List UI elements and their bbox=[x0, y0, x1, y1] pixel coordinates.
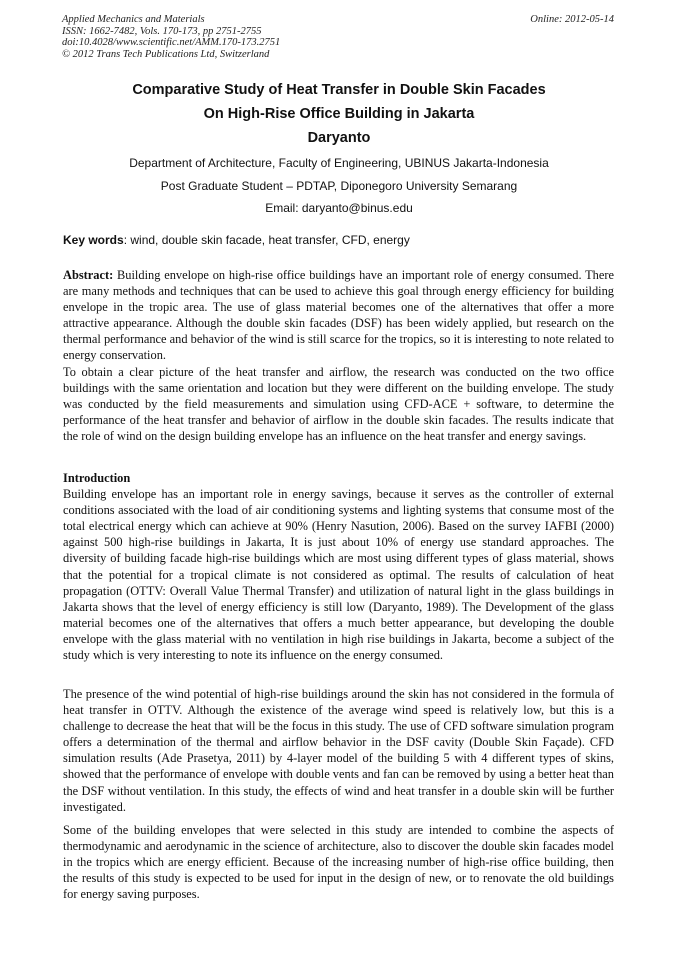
keywords-text: : wind, double skin facade, heat transfer, CFD, energy bbox=[123, 233, 410, 247]
introduction-paragraph-3-block bbox=[63, 822, 614, 902]
keywords-line bbox=[63, 232, 615, 248]
copyright-line: © 2012 Trans Tech Publications Ltd, Switzerland bbox=[62, 48, 270, 60]
abstract-text-1: Building envelope on high-rise office buildings have an important role of energy consumed. There are many methods and techniques that can be used to achieve this goal through energy efficiency for building envelope in the tropic area. The use of glass material becomes one of the alternatives that offer a more attractive appearance. Although the double skin facades (DSF) has been widely applied, but research on the thermal performance and behavior of the wind is still scarce for the tropics, so it is interesting to note related to energy conservation. bbox=[63, 268, 614, 363]
abstract-paragraph-1 bbox=[63, 267, 614, 364]
paper-title-line-1: Comparative Study of Heat Transfer in Double Skin Facades bbox=[132, 82, 546, 98]
keywords-label: Key words bbox=[63, 233, 124, 247]
journal-name: Applied Mechanics and Materials bbox=[62, 14, 205, 25]
affiliation-line-1: Department of Architecture, Faculty of Engineering, UBINUS Jakarta-Indonesia bbox=[129, 156, 549, 170]
introduction-heading bbox=[63, 470, 614, 486]
issn-line: ISSN: 1662-7482, Vols. 170-173, pp 2751-2755 bbox=[62, 25, 262, 37]
introduction-paragraph-2-block bbox=[63, 686, 614, 815]
doi-line: doi:10.4028/www.scientific.net/AMM.170-173.2751 bbox=[62, 37, 281, 48]
introduction-paragraph-1: Building envelope has an important role in energy savings, because it serves as the controller of external conditions associated with the load of air conditioning systems and lighting systems that consume most of the total electrical energy which can achieve at 90% (Henry Nasution, 2006). Based on the survey IAFBI (2000) against 500 high-rise buildings in Jakarta, It is just about 10% of energy use standard approaches. The diversity of building facade high-rise buildings which are most using different types of glass material, shows that the potential for a tropical climate is not considered as optimal. The results of calculation of heat propagation (OTTV: Overall Value Thermal Transfer) and utilization of natural light in the glass buildings in Jakarta shows that the level of energy efficiency is still low (Daryanto, 1989). The Development of the glass material becomes one of the alternatives that offers a much better appearance, but developing the double envelope with the glass material with no ventilation in high rise buildings in Jakarta, become a subject of the study which is very interesting to note its influence on the energy consumed. bbox=[63, 487, 614, 663]
affiliation-line-2: Post Graduate Student – PDTAP, Diponegoro University Semarang bbox=[160, 179, 518, 193]
author-email: Email: daryanto@binus.edu bbox=[265, 201, 413, 215]
abstract-section bbox=[63, 267, 614, 444]
abstract-paragraph-2: To obtain a clear picture of the heat transfer and airflow, the research was conducted on the two office buildings with the same orientation and location but they were different on the building envelope. The study was conducted by the field measurements and simulation using CFD-ACE + software, to determine the performance of the heat transfer and behavior of airflow in the double skin facades. The results indicate that the role of wind on the design building envelope has an influence on the heat transfer and energy savings. bbox=[63, 364, 614, 443]
publication-header bbox=[62, 14, 614, 60]
online-date: Online: 2012-05-14 bbox=[530, 14, 614, 25]
abstract-label: Abstract: bbox=[63, 268, 114, 282]
introduction-heading-text: Introduction bbox=[63, 471, 131, 485]
author-name: Daryanto bbox=[307, 130, 371, 146]
introduction-section bbox=[63, 470, 614, 663]
introduction-paragraph-3: Some of the building envelopes that were selected in this study are intended to combine the aspects of thermodynamic and aerodynamic in the science of architecture, also to discover the double skin facades model in the tropics which are energy efficient. Because of the increasing number of high-rise office building, then the results of this study is expected to be used for input in the design of new, or to renovate the old buildings for energy saving purposes. bbox=[63, 823, 614, 902]
introduction-paragraph-2: The presence of the wind potential of high-rise buildings around the skin has not considered in the formula of heat transfer in OTTV. Although the existence of the average wind speed is relatively low, but this is a challenge to decrease the heat that will be the focus in this study. The use of CFD software simulation program offers a determination of the thermal and airflow behavior in the DSF cavity (Double Skin Façade). CFD simulation results (Ade Prasetya, 2011) by 4-layer model of the building 5 with 4 different types of skins, showed that the performance of envelope with double vents and fan can be removed by using a better heat than the DSF without ventilation. In this study, the effects of wind and heat transfer in a double skin will be further investigated. bbox=[63, 687, 614, 814]
paper-title-line-2: On High-Rise Office Building in Jakarta bbox=[203, 106, 475, 122]
